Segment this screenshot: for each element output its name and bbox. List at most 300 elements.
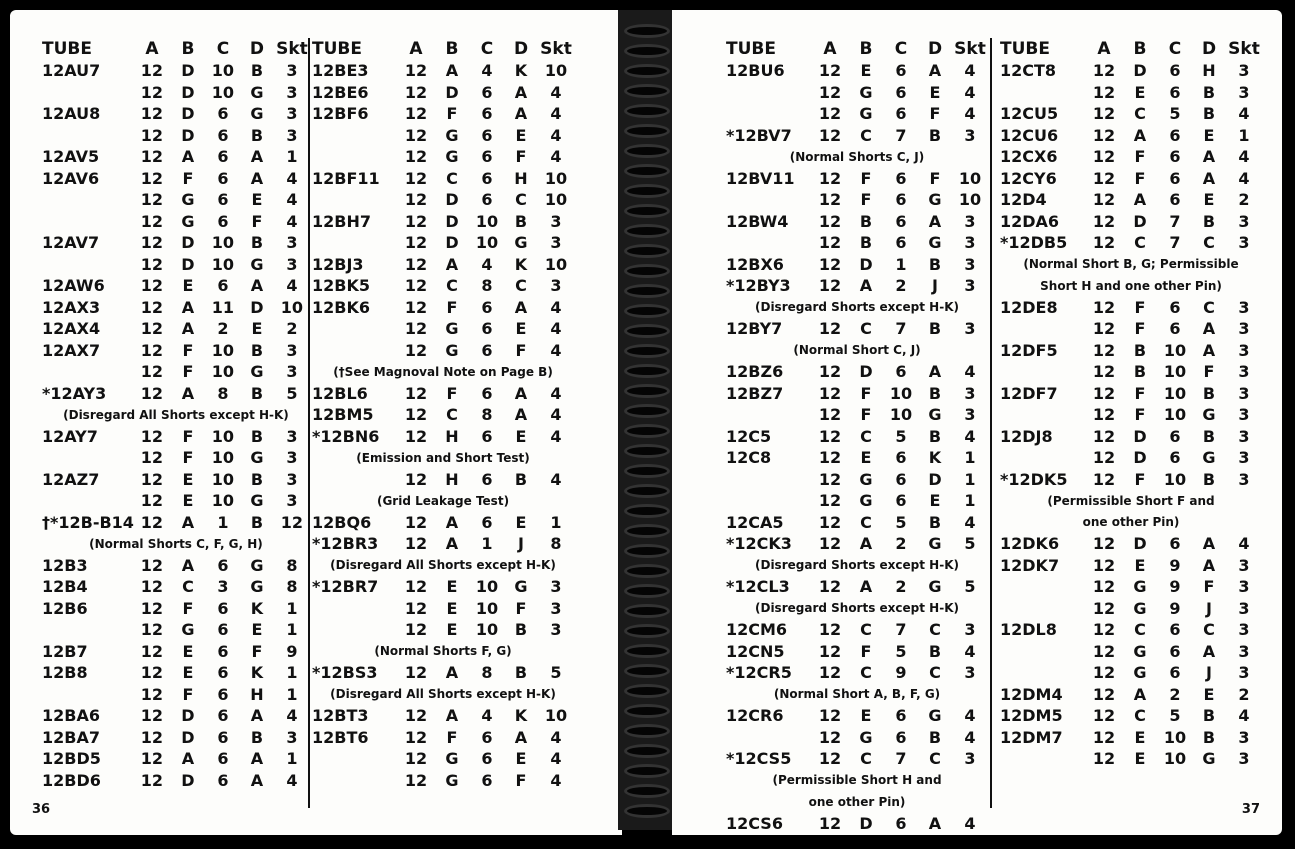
- tube-type: 12CY6: [1000, 168, 1057, 188]
- setting-a: 12: [1092, 405, 1116, 425]
- setting-b: A: [181, 147, 195, 167]
- setting-d: J: [1206, 598, 1212, 618]
- setting-skt: 3: [964, 749, 976, 769]
- setting-b: G: [181, 211, 195, 231]
- table-row: [1000, 447, 1262, 469]
- setting-b: D: [859, 362, 873, 382]
- setting-skt: 3: [286, 104, 298, 124]
- setting-d: G: [928, 534, 942, 554]
- tube-type: 12AZ7: [42, 469, 100, 489]
- table-row: [1000, 383, 1262, 405]
- tube-type: 12B4: [42, 577, 88, 597]
- tube-type: 12BQ6: [312, 512, 372, 532]
- setting-d: K: [514, 706, 528, 726]
- setting-d: G: [928, 233, 942, 253]
- column-header: TUBE: [726, 39, 776, 59]
- tube-type: *12AY3: [42, 383, 107, 403]
- table-row: [312, 727, 574, 749]
- setting-d: B: [928, 254, 942, 274]
- tube-type: 12BE3: [312, 61, 369, 81]
- setting-skt: 1: [964, 448, 976, 468]
- tube-type: [42, 125, 134, 147]
- setting-skt: 1: [286, 663, 298, 683]
- tube-type: 12B7: [42, 641, 88, 661]
- setting-a: 12: [404, 727, 428, 747]
- column-header: D: [249, 39, 264, 59]
- setting-a: 12: [404, 147, 428, 167]
- setting-b: F: [1134, 297, 1146, 317]
- tube-type: [726, 469, 812, 491]
- table-row: [42, 684, 310, 706]
- setting-c: 6: [481, 190, 493, 210]
- setting-c: 6: [217, 598, 229, 618]
- table-row: [42, 705, 310, 727]
- setting-skt: 3: [1238, 362, 1250, 382]
- setting-d: B: [928, 125, 942, 145]
- setting-c: 4: [481, 254, 493, 274]
- setting-c: 2: [895, 534, 907, 554]
- setting-d: A: [1202, 534, 1216, 554]
- table-row: [312, 340, 574, 362]
- setting-b: E: [860, 61, 872, 81]
- table-row: [312, 211, 574, 233]
- binding-ring: [624, 444, 670, 458]
- setting-a: 12: [1092, 469, 1116, 489]
- test-note: (Disregard All Shorts except H-K): [330, 687, 556, 702]
- tube-type: 12AX4: [42, 319, 101, 339]
- setting-a: 12: [404, 319, 428, 339]
- setting-skt: 8: [286, 577, 298, 597]
- note-row: [726, 340, 988, 362]
- setting-skt: 4: [964, 727, 976, 747]
- tube-type: 12AV6: [42, 168, 100, 188]
- setting-d: A: [514, 104, 528, 124]
- setting-skt: 1: [964, 491, 976, 511]
- setting-a: 12: [818, 233, 842, 253]
- setting-b: C: [860, 749, 872, 769]
- setting-a: 12: [1092, 684, 1116, 704]
- setting-d: B: [250, 383, 264, 403]
- table-column-4: [1000, 38, 1262, 770]
- setting-a: 12: [404, 125, 428, 145]
- setting-c: 5: [895, 512, 907, 532]
- setting-c: 1: [895, 254, 907, 274]
- tube-type: [42, 189, 134, 211]
- table-row: [1000, 211, 1262, 233]
- note-row: [1000, 254, 1262, 276]
- setting-d: A: [514, 297, 528, 317]
- tube-type: 12BZ6: [726, 362, 784, 382]
- tube-type: 12CN5: [726, 641, 785, 661]
- setting-b: F: [1134, 319, 1146, 339]
- setting-skt: 2: [1238, 190, 1250, 210]
- setting-a: 12: [404, 82, 428, 102]
- setting-skt: 4: [550, 104, 562, 124]
- setting-c: 7: [895, 319, 907, 339]
- binding-ring: [624, 724, 670, 738]
- setting-c: 10: [889, 383, 913, 403]
- tube-type: [1000, 748, 1086, 770]
- tube-type: 12BF11: [312, 168, 380, 188]
- setting-skt: 3: [286, 61, 298, 81]
- setting-a: 12: [1092, 383, 1116, 403]
- setting-a: 12: [140, 276, 164, 296]
- setting-c: 4: [481, 61, 493, 81]
- setting-c: 6: [1169, 125, 1181, 145]
- setting-skt: 4: [286, 770, 298, 790]
- column-header: B: [859, 39, 873, 59]
- setting-c: 6: [895, 82, 907, 102]
- setting-c: 6: [895, 61, 907, 81]
- table-row: [312, 125, 574, 147]
- setting-c: 6: [217, 147, 229, 167]
- tube-type: [312, 340, 398, 362]
- setting-d: F: [515, 770, 527, 790]
- tube-type: 12BT3: [312, 706, 369, 726]
- setting-c: 9: [1169, 555, 1181, 575]
- setting-skt: 3: [964, 405, 976, 425]
- tube-type: 12AU7: [42, 61, 101, 81]
- setting-d: G: [250, 448, 264, 468]
- setting-b: E: [1134, 749, 1146, 769]
- tube-type: *12BR7: [312, 577, 379, 597]
- binding-ring: [624, 124, 670, 138]
- setting-d: B: [1202, 706, 1216, 726]
- setting-d: G: [928, 190, 942, 210]
- table-row: [42, 555, 310, 577]
- tube-type: 12DE8: [1000, 297, 1058, 317]
- table-row: [42, 361, 310, 383]
- binding-ring: [624, 364, 670, 378]
- right-page: [672, 10, 1282, 835]
- table-row: [42, 189, 310, 211]
- binding-ring: [624, 144, 670, 158]
- setting-c: 6: [481, 340, 493, 360]
- tube-table: [42, 38, 310, 791]
- setting-c: 6: [481, 770, 493, 790]
- setting-a: 12: [818, 448, 842, 468]
- column-header: C: [894, 39, 908, 59]
- setting-d: C: [515, 190, 527, 210]
- setting-b: E: [860, 448, 872, 468]
- binding-ring: [624, 284, 670, 298]
- table-row: [312, 469, 574, 491]
- setting-b: E: [182, 469, 194, 489]
- setting-b: D: [445, 211, 459, 231]
- table-row: [42, 383, 310, 405]
- setting-c: 10: [211, 491, 235, 511]
- tube-type: [312, 748, 398, 770]
- setting-skt: 1: [550, 512, 562, 532]
- tube-type: [312, 619, 398, 641]
- setting-skt: 3: [286, 125, 298, 145]
- setting-a: 12: [404, 577, 428, 597]
- setting-a: 12: [1092, 426, 1116, 446]
- setting-d: A: [514, 383, 528, 403]
- tube-type: [312, 598, 398, 620]
- setting-d: D: [250, 297, 264, 317]
- setting-b: D: [181, 61, 195, 81]
- setting-a: 12: [404, 706, 428, 726]
- binding-ring: [624, 704, 670, 718]
- setting-skt: 3: [964, 276, 976, 296]
- setting-b: E: [182, 641, 194, 661]
- tube-type: 12CA5: [726, 512, 784, 532]
- column-divider: [990, 38, 992, 808]
- setting-d: B: [250, 512, 264, 532]
- setting-d: A: [1202, 319, 1216, 339]
- setting-a: 12: [140, 82, 164, 102]
- table-row: [42, 211, 310, 233]
- binding-ring: [624, 804, 670, 818]
- binding-ring: [624, 644, 670, 658]
- setting-c: 10: [475, 598, 499, 618]
- setting-d: E: [515, 125, 527, 145]
- tube-type: *12BN6: [312, 426, 380, 446]
- setting-skt: 4: [550, 297, 562, 317]
- setting-c: 7: [895, 749, 907, 769]
- setting-c: 6: [895, 104, 907, 124]
- tube-type: [726, 490, 812, 512]
- note-row: [42, 533, 310, 555]
- setting-a: 12: [140, 641, 164, 661]
- tube-type: *12BV7: [726, 125, 792, 145]
- setting-a: 12: [1092, 319, 1116, 339]
- setting-b: A: [181, 555, 195, 575]
- setting-a: 12: [818, 168, 842, 188]
- setting-skt: 3: [286, 491, 298, 511]
- setting-b: D: [445, 190, 459, 210]
- table-row: [1000, 297, 1262, 319]
- setting-a: 12: [1092, 61, 1116, 81]
- table-row: [42, 447, 310, 469]
- setting-d: B: [928, 727, 942, 747]
- setting-d: A: [250, 770, 264, 790]
- setting-d: B: [514, 211, 528, 231]
- header-row: [1000, 38, 1262, 60]
- table-row: [726, 383, 988, 405]
- setting-skt: 1: [964, 469, 976, 489]
- setting-b: F: [1134, 168, 1146, 188]
- tube-type: 12CM6: [726, 620, 788, 640]
- setting-c: 6: [481, 383, 493, 403]
- setting-d: G: [928, 577, 942, 597]
- setting-d: B: [514, 663, 528, 683]
- note-row: [726, 297, 988, 319]
- column-header: C: [480, 39, 494, 59]
- setting-a: 12: [404, 598, 428, 618]
- setting-b: A: [181, 749, 195, 769]
- setting-a: 12: [140, 233, 164, 253]
- setting-skt: 3: [286, 82, 298, 102]
- setting-a: 12: [140, 749, 164, 769]
- tube-type: 12DM7: [1000, 727, 1063, 747]
- setting-b: F: [1134, 469, 1146, 489]
- table-row: [312, 426, 574, 448]
- setting-skt: 4: [964, 82, 976, 102]
- setting-a: 12: [404, 534, 428, 554]
- setting-d: E: [515, 319, 527, 339]
- note-row: [726, 555, 988, 577]
- binding-ring: [624, 324, 670, 338]
- setting-skt: 3: [964, 254, 976, 274]
- setting-d: B: [1202, 383, 1216, 403]
- setting-c: 11: [211, 297, 235, 317]
- setting-b: C: [860, 663, 872, 683]
- setting-c: 10: [211, 469, 235, 489]
- tube-type: 12CU6: [1000, 125, 1059, 145]
- setting-c: 6: [217, 641, 229, 661]
- tube-type: 12DM5: [1000, 706, 1063, 726]
- table-row: [312, 576, 574, 598]
- table-row: [42, 426, 310, 448]
- setting-d: G: [1202, 405, 1216, 425]
- setting-c: 6: [1169, 620, 1181, 640]
- tube-type: 12BW4: [726, 211, 789, 231]
- table-row: [726, 103, 988, 125]
- binding-ring: [624, 344, 670, 358]
- setting-a: 12: [140, 469, 164, 489]
- setting-d: K: [928, 448, 942, 468]
- page-number-left: 36: [32, 802, 51, 817]
- setting-a: 12: [140, 168, 164, 188]
- setting-b: D: [181, 104, 195, 124]
- setting-d: A: [514, 405, 528, 425]
- tube-type: *12BR3: [312, 534, 379, 554]
- column-header: TUBE: [1000, 39, 1050, 59]
- tube-table: [726, 38, 988, 834]
- tube-type: 12BE6: [312, 82, 369, 102]
- setting-d: F: [1203, 362, 1215, 382]
- test-note: one other Pin): [1082, 515, 1180, 530]
- setting-skt: 4: [550, 426, 562, 446]
- setting-d: G: [250, 82, 264, 102]
- table-row: [312, 748, 574, 770]
- test-note: Short H and one other Pin): [1040, 278, 1222, 293]
- setting-a: 12: [140, 684, 164, 704]
- setting-c: 6: [1169, 641, 1181, 661]
- table-row: [1000, 168, 1262, 190]
- setting-b: A: [445, 61, 459, 81]
- setting-skt: 4: [550, 125, 562, 145]
- test-note: (Normal Shorts C, J): [789, 149, 925, 164]
- left-page: [10, 10, 622, 835]
- setting-c: 6: [481, 469, 493, 489]
- setting-b: G: [445, 319, 459, 339]
- setting-d: G: [250, 577, 264, 597]
- tube-type: 12BV11: [726, 168, 795, 188]
- setting-a: 12: [1092, 749, 1116, 769]
- tube-type: 12BK6: [312, 297, 370, 317]
- setting-a: 12: [404, 770, 428, 790]
- setting-d: B: [250, 727, 264, 747]
- setting-c: 6: [217, 276, 229, 296]
- table-row: [1000, 318, 1262, 340]
- setting-b: F: [1134, 405, 1146, 425]
- table-row: [312, 82, 574, 104]
- setting-b: D: [181, 770, 195, 790]
- setting-skt: 3: [1238, 383, 1250, 403]
- setting-c: 5: [1169, 104, 1181, 124]
- note-row: [726, 684, 988, 706]
- setting-c: 6: [895, 211, 907, 231]
- setting-c: 10: [475, 211, 499, 231]
- table-column-2: [312, 38, 574, 791]
- setting-b: F: [860, 641, 872, 661]
- setting-b: E: [1134, 727, 1146, 747]
- setting-b: A: [181, 512, 195, 532]
- column-header: B: [445, 39, 459, 59]
- tube-type: [42, 211, 134, 233]
- setting-skt: 3: [550, 598, 562, 618]
- note-row: [726, 598, 988, 620]
- setting-c: 10: [1163, 727, 1187, 747]
- setting-c: 6: [217, 168, 229, 188]
- setting-c: 10: [211, 233, 235, 253]
- table-column-1: [42, 38, 310, 791]
- setting-skt: 4: [550, 727, 562, 747]
- setting-b: E: [446, 577, 458, 597]
- setting-b: D: [181, 727, 195, 747]
- setting-b: E: [182, 491, 194, 511]
- setting-a: 12: [140, 254, 164, 274]
- binding-ring: [624, 244, 670, 258]
- setting-a: 12: [404, 61, 428, 81]
- table-row: [312, 404, 574, 426]
- setting-a: 12: [404, 104, 428, 124]
- setting-d: A: [250, 276, 264, 296]
- setting-b: G: [445, 125, 459, 145]
- setting-d: A: [1202, 147, 1216, 167]
- spiral-binding: [618, 10, 678, 830]
- setting-d: G: [250, 362, 264, 382]
- setting-c: 6: [895, 233, 907, 253]
- setting-b: C: [860, 125, 872, 145]
- setting-a: 12: [818, 61, 842, 81]
- setting-a: 12: [818, 362, 842, 382]
- tube-type: 12BA6: [42, 706, 100, 726]
- setting-a: 12: [1092, 233, 1116, 253]
- note-row: [1000, 490, 1262, 512]
- setting-c: 6: [481, 727, 493, 747]
- setting-d: A: [1202, 168, 1216, 188]
- setting-skt: 4: [286, 168, 298, 188]
- setting-b: D: [859, 254, 873, 274]
- setting-d: A: [1202, 340, 1216, 360]
- setting-b: G: [181, 190, 195, 210]
- setting-c: 4: [481, 706, 493, 726]
- setting-a: 12: [818, 534, 842, 554]
- setting-c: 6: [217, 749, 229, 769]
- tube-type: [1000, 82, 1086, 104]
- binding-ring: [624, 564, 670, 578]
- setting-c: 6: [217, 190, 229, 210]
- tube-type: [726, 727, 812, 749]
- setting-d: B: [250, 61, 264, 81]
- setting-d: E: [929, 491, 941, 511]
- setting-a: 12: [140, 620, 164, 640]
- setting-b: D: [445, 233, 459, 253]
- setting-b: D: [181, 254, 195, 274]
- test-note: (†See Magnoval Note on Page B): [333, 364, 553, 379]
- setting-b: B: [1133, 362, 1147, 382]
- table-row: [312, 533, 574, 555]
- setting-c: 9: [1169, 598, 1181, 618]
- setting-a: 12: [1092, 555, 1116, 575]
- table-row: [312, 168, 574, 190]
- setting-d: F: [515, 598, 527, 618]
- table-row: [726, 705, 988, 727]
